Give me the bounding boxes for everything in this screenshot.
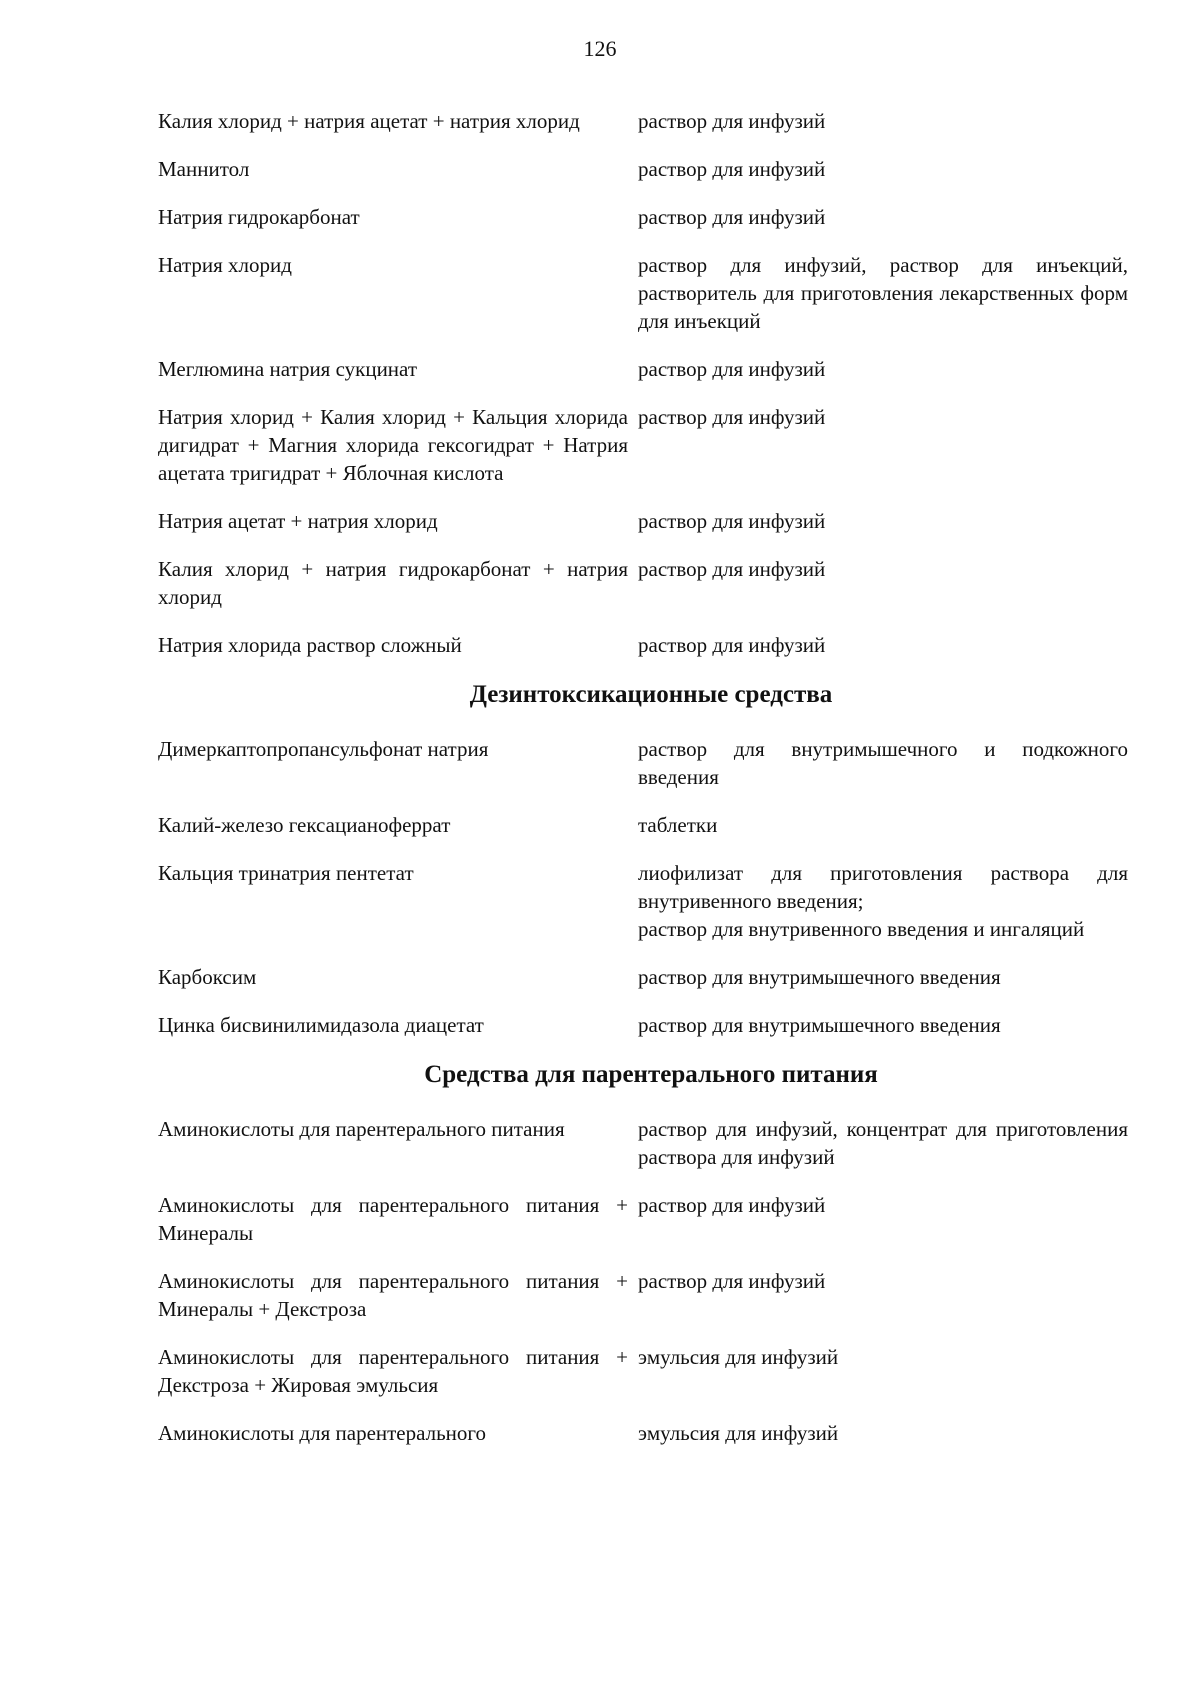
table-row <box>158 859 1128 943</box>
dosage-form: раствор для внутримышечного введения <box>638 965 1001 989</box>
drug-name: Кальция тринатрия пентетат <box>158 861 414 885</box>
table-row <box>158 155 1128 183</box>
table-row <box>158 735 1128 791</box>
table-row <box>158 1419 1128 1447</box>
drug-name: Натрия хлорид + Калия хлорид + Кальция хлорида дигидрат + Магния хлорида гексогидрат + Натрия ацетата тригидрат + Яблочная кислота <box>158 405 628 485</box>
dosage-form: раствор для внутримышечного и подкожного введения <box>638 737 1128 789</box>
dosage-form: раствор для внутримышечного введения <box>638 1013 1001 1037</box>
dosage-form: раствор для инфузий <box>638 205 826 229</box>
page-number: 126 <box>583 36 617 61</box>
drug-name: Калия хлорид + натрия гидрокарбонат + натрия хлорид <box>158 557 628 609</box>
drug-name: Меглюмина натрия сукцинат <box>158 357 418 381</box>
drug-name: Маннитол <box>158 157 250 181</box>
table-row <box>158 355 1128 383</box>
table-row <box>158 1191 1128 1247</box>
table-row <box>158 811 1128 839</box>
dosage-form: раствор для инфузий <box>638 357 826 381</box>
drug-name: Натрия гидрокарбонат <box>158 205 360 229</box>
table-row <box>158 403 1128 487</box>
table-row <box>158 1115 1128 1171</box>
drug-name: Аминокислоты для парентерального питания + Декстроза + Жировая эмульсия <box>158 1345 628 1397</box>
table-row <box>158 631 1128 659</box>
table-row <box>158 555 1128 611</box>
drug-table <box>158 107 1128 1467</box>
dosage-form: раствор для инфузий, раствор для инъекций, растворитель для приготовления лекарственных форм для инъекций <box>638 253 1128 333</box>
dosage-form: раствор для инфузий <box>638 157 826 181</box>
table-row <box>158 251 1128 335</box>
dosage-form: раствор для инфузий <box>638 1269 826 1293</box>
dosage-form: раствор для инфузий, концентрат для приготовления раствора для инфузий <box>638 1117 1128 1169</box>
table-row <box>158 1011 1128 1039</box>
group-electrolytes <box>158 107 1128 659</box>
table-row <box>158 203 1128 231</box>
dosage-form: раствор для инфузий <box>638 405 826 429</box>
drug-name: Натрия ацетат + натрия хлорид <box>158 509 438 533</box>
drug-name: Калия хлорид + натрия ацетат + натрия хлорид <box>158 109 580 133</box>
table-row <box>158 1267 1128 1323</box>
table-row <box>158 1343 1128 1399</box>
dosage-form: раствор для инфузий <box>638 509 826 533</box>
dosage-form: раствор для инфузий <box>638 557 826 581</box>
dosage-form: таблетки <box>638 813 718 837</box>
dosage-form: раствор для инфузий <box>638 633 826 657</box>
dosage-form: раствор для инфузий <box>638 109 826 133</box>
drug-name: Аминокислоты для парентерального питания + Минералы <box>158 1193 628 1245</box>
section-heading: Средства для парентерального питания <box>424 1061 878 1088</box>
drug-name: Натрия хлорид <box>158 253 292 277</box>
drug-name: Карбоксим <box>158 965 257 989</box>
drug-name: Цинка бисвинилимидазола диацетат <box>158 1013 484 1037</box>
drug-name: Аминокислоты для парентерального питания + Минералы + Декстроза <box>158 1269 628 1321</box>
dosage-form: эмульсия для инфузий <box>638 1345 839 1369</box>
drug-name: Калий-железо гексацианоферрат <box>158 813 451 837</box>
drug-name: Натрия хлорида раствор сложный <box>158 633 462 657</box>
table-row <box>158 963 1128 991</box>
dosage-form: лиофилизат для приготовления раствора для внутривенного введения; раствор для внутривенного введения и ингаляций <box>638 861 1128 941</box>
section-heading: Дезинтоксикационные средства <box>469 681 833 708</box>
drug-name: Аминокислоты для парентерального питания <box>158 1117 565 1141</box>
group-detoxification <box>158 735 1128 1039</box>
dosage-form: раствор для инфузий <box>638 1193 826 1217</box>
drug-name: Аминокислоты для парентерального <box>158 1421 487 1445</box>
table-row <box>158 507 1128 535</box>
dosage-form: эмульсия для инфузий <box>638 1421 839 1445</box>
drug-name: Димеркаптопропансульфонат натрия <box>158 737 489 761</box>
table-row <box>158 107 1128 135</box>
group-parenteral-nutrition <box>158 1115 1128 1447</box>
